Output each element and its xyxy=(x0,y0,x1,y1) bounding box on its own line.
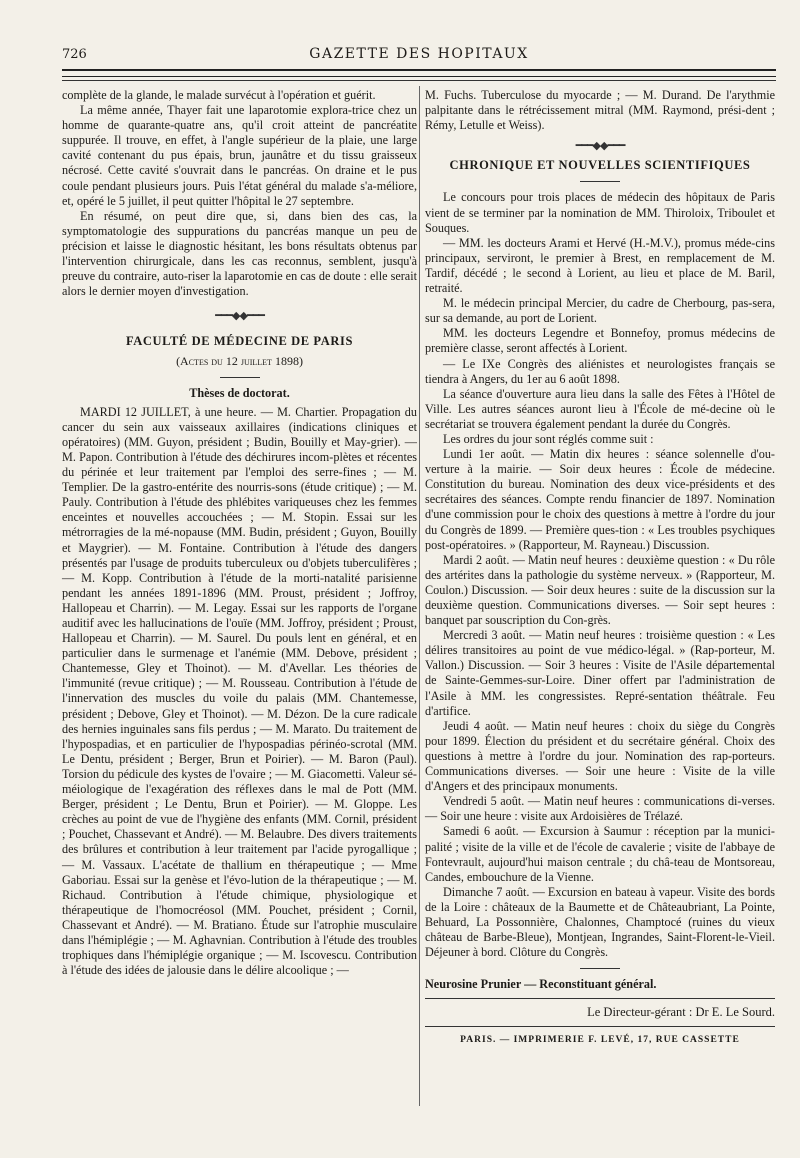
advertisement: Neurosine Prunier — Reconstituant général. xyxy=(425,977,657,992)
paragraph: complète de la glande, le malade survécut à l'opération et guérit. xyxy=(62,88,376,102)
paragraph: En résumé, on peut dire que, si, dans bien des cas, la symptomatologie des suppurations du pancréas manque un peu de précision et laisse le diagnostic hésitant, les bons résultats obtenus par l'intervention chirurgicale, dans les cas reconnus, semblent, jusqu'à preuve du contraire, auto-riser la laparotomie en cas de doute : elle serait alors le dernier moyen d'investigation. xyxy=(62,208,417,299)
page-number: 726 xyxy=(62,47,87,62)
news-item: La séance d'ouverture aura lieu dans la salle des Fêtes à l'Hôtel de Ville. Les autres séances auront lieu à l'École de mé-decine où le secrétariat se trouvera également pendant la durée du Congrès. xyxy=(425,386,775,431)
short-rule xyxy=(580,968,620,969)
news-item: — MM. les docteurs Arami et Hervé (H.-M.V.), promus méde-cins principaux, serviront, le premier à Brest, en remplacement de M. Tardif, décédé ; le second à Lorient, au lieu et place de M. Baril, retraité. xyxy=(425,235,775,296)
ornament-divider: ━━━◆◆━━━ xyxy=(215,310,264,323)
journal-title: GAZETTE DES HOPITAUX xyxy=(309,46,529,62)
news-item: Mardi 2 août. — Matin neuf heures : deuxième question : « Du rôle des artérites dans la pathologie du système nerveux. » (Rapporteur, M. Coulon.) Discussion. — Soir deux heures : suite de la discussion sur la deuxième question. Communications diverses. — Soir sept heures : banquet par souscription du Con-grès. xyxy=(425,552,775,628)
news-item: Samedi 6 août. — Excursion à Saumur : réception par la munici-palité ; visite de la ville et de l'école de cavalerie ; visite de l'abbaye de Fontevrault, aujourd'hui maison centrale ; du châ-teau de Montsoreau, Candes, embouchure de la Vienne. xyxy=(425,824,775,884)
news-item: Lundi 1er août. — Matin dix heures : séance solennelle d'ou-verture à la mairie. — Soir deux heures : École de médecine. Constitution du bureau. Nomination des deux vice-présidents et des secrétaires des séances. Compte rendu financier de 1897. Nomination d'une commission pour le choix des questions à mettre à l'ordre du jour du Congrès de 1899. — Première ques-tion : « Les troubles psychiques post-opératoires. » (Rapporteur, M. Rayneau.) Discussion. xyxy=(425,447,775,552)
news-item: — Le IXe Congrès des aliénistes et neurologistes français se tiendra à Angers, du 1er au 6 août 1898. xyxy=(425,356,775,386)
column-separator xyxy=(419,86,420,1106)
news-item: Le concours pour trois places de médecin des hôpitaux de Paris vient de se terminer par la nomination de MM. Thiroloix, Triboulet et Souques. xyxy=(425,190,775,235)
footer-rule xyxy=(425,1026,775,1027)
right-column xyxy=(425,88,775,1049)
news-item: Mercredi 3 août. — Matin neuf heures : troisième question : « Les délires transitoires au point de vue médico-légal. » (Rap-porteur, M. Vallon.) Discussion. — Soir 3 heures : Visite de l'Asile départemental de Sainte-Gemmes-sur-Loire. Diner offert par l'administration de l'Asile à MM. les congressistes. Repré-sentation théâtrale. Feu d'artifice. xyxy=(425,628,775,718)
section-subtitle: (Actes du 12 juillet 1898) xyxy=(176,353,303,368)
news-item: M. le médecin principal Mercier, du cadre de Cherbourg, pas-sera, sur sa demande, au port de Lorient. xyxy=(425,296,775,326)
news-item: Vendredi 5 août. — Matin neuf heures : communications di-verses. — Soir une heure : visite aux Ardoisières de Trélazé. xyxy=(425,794,775,824)
header-rule-thin xyxy=(62,80,776,81)
short-rule xyxy=(220,377,260,378)
news-item: Jeudi 4 août. — Matin neuf heures : choix du siège du Congrès pour 1899. Élection du président et du secrétaire général. Choix des questions à mettre à l'ordre du jour. Nomination des rap-porteurs. Communications diverses. — Soir une heure : Visite de la ville d'Angers et des principaux monuments. xyxy=(425,718,775,794)
short-rule xyxy=(580,181,620,182)
paragraph: La même année, Thayer fait une laparotomie explora-trice chez un homme de quarante-quatre ans, qu'il croit atteint de pancréatite suppurée. Il trouve, en effet, à l'angle supérieur de la plaie, une large cavité contenant du pus épais, brun, jaunâtre et du tissu graisseux nécrosé. Cette cavité s'ouvrait dans le pancréas. On draine et le pus coule pendant plusieurs jours. Puis l'état général du malade s'a-méliore, et, opéré le 5 juillet, il peut quitter l'hôpital le 27 septembre. xyxy=(62,103,417,208)
section-title: CHRONIQUE ET NOUVELLES SCIENTIFIQUES xyxy=(449,158,751,173)
section-title: FACULTÉ DE MÉDECINE DE PARIS xyxy=(125,334,354,349)
header-rule xyxy=(62,69,776,77)
theses-list: MARDI 12 JUILLET, à une heure. — M. Chartier. Propagation du cancer du sein aux vaisseaux axillaires (indications cliniques et opératoires) (MM. Guyon, président ; Budin, Bouilly et May-grier). — M. Papon. Contribution à l'étude des déchirures incom-plètes et récentes du périnée et leur traitement par l'emploi des serre-fines ; — M. Templier. De la gastro-entérite des nourris-sons (étude critique) ; — M. Pauly. Contribution à l'étude des phlébites variqueuses chez les femmes enceintes et nouvelles accouchées ; — M. Stopin. Essai sur les métrorragies de la mé-nopause (MM. Budin, président ; Guyon, Bouilly et Maygrier). — M. Fontaine. Contribution à l'étude des dangers présentés par l'usage de produits tuberculeux ou d'objets tuberculifères ; — M. Kopp. Contribution à l'étude de la morti-natalité parisienne pendant les années 1891-1896 (MM. Proust, président ; Joffroy, Hallopeau et Charrin). — M. Legay. Essai sur les rapports de l'organe auditif avec les hallucinations de l'ouïe (MM. Joffroy, président ; Proust, Hallopeau et Charrin). — M. Saurel. Du pouls lent en général, et en particulier dans le surmenage et l'anémie (MM. Debove, président ; Chantemesse, Gley et Thoinot). — M. d'Avellar. Les théories de l'immunité (revue critique) ; — M. Rousseau. Contribution à l'étude de l'innervation des muscles du voile du palais (MM. Chantemesse, président ; Debove, Gley et Thoinot). — M. Dézon. De la cure radicale des hernies inguinales sans fils perdus ; — M. Marato. Du traitement de l'hypospadias, et en particulier de l'hypospadias périnéo-scrotal (MM. Le Dentu, président ; Berger, Brun et Poirier). — M. Baron (Paul). Torsion du pédicule des kystes de l'ovaire ; — M. Giacometti. Valeur sé-méiologique de l'exagération des réflexes dans le mal de Pott (MM. Berger, président ; Le Dentu, Brun et Poirier). — M. Gloppe. Les crèches au point de vue de l'hygiène des enfants (MM. Cornil, président ; Pouchet, Chassevant et André). — M. Belaubre. Des divers traitements des brûlures et contribution à leur traitement par l'acide pyrogallique ; — M. Vassaux. L'acétate de thallium en thérapeutique ; — Mme Gaboriau. Essai sur la genèse et l'évo-lution de la thérapeutique ; — M. Richaud. Contribution à l'étude chimique, physiologique et thérapeutique de l'homocréosol (MM. Pouchet, président ; Cornil, Chassevant et André). — M. Bratiano. Étude sur l'atrophie musculaire dans l'hémiplégie ; — M. Aghavnian. Contribution à l'étude des troubles trophiques dans l'hémiplégie organique ; — M. Iscovescu. Contribution à l'étude des idées de jalousie dans le délire alcoolique ; — xyxy=(62,404,417,978)
printer-imprint: PARIS. — IMPRIMERIE F. LEVÉ, 17, RUE CASSETTE xyxy=(460,1035,740,1046)
footer-rule xyxy=(425,998,775,999)
left-column xyxy=(62,88,417,978)
paragraph: M. Fuchs. Tuberculose du myocarde ; — M. Durand. De l'arythmie palpitante dans le rétrécissement mitral (MM. Raymond, prési-dent ; Rémy, Letulle et Weiss). xyxy=(425,88,775,133)
signature: Le Directeur-gérant : Dr E. Le Sourd. xyxy=(587,1005,775,1020)
news-item: Dimanche 7 août. — Excursion en bateau à vapeur. Visite des bords de la Loire : châteaux de la Baumette et de Châteaubriant, La Pointe, Behuard, La Possonnière, Chalonnes, Champtocé (ruines du vieux château de Barbe-Bleue), Montjean, Ingrandes, Saint-Florent-le-Vieil. Déjeuner à bord. Clôture du Congrès. xyxy=(425,884,775,960)
news-item: Les ordres du jour sont réglés comme suit : xyxy=(443,431,654,446)
page-header xyxy=(62,44,776,66)
ornament-divider: ━━━◆◆━━━ xyxy=(575,140,625,153)
subsection-title: Thèses de doctorat. xyxy=(189,385,290,400)
news-item: MM. les docteurs Legendre et Bonnefoy, promus médecins de première classe, seront affectés à Lorient. xyxy=(425,326,775,356)
